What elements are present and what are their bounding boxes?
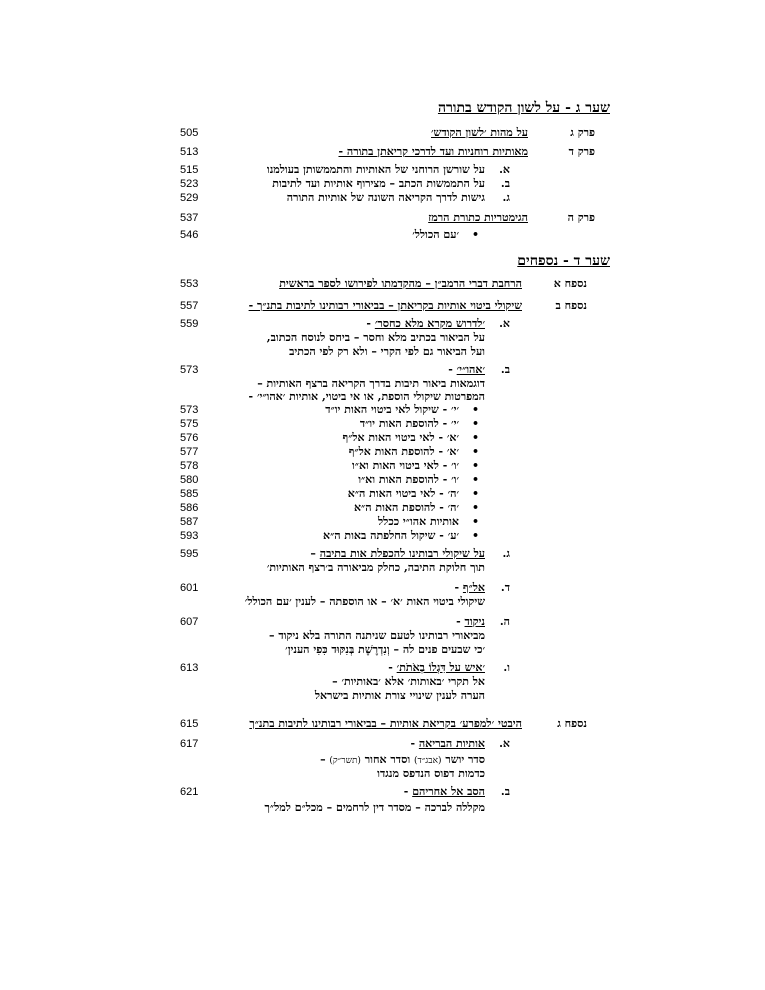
ehevi-item-page: 577 (180, 446, 199, 458)
ehevi-item-page: 575 (180, 418, 199, 430)
appendix-a-label: נספח א (553, 277, 587, 290)
ehevi-item[interactable]: • ׳ו׳ - להוספת האות וא״ו (358, 474, 459, 485)
appendix-b-title[interactable]: שיקולי ביטוי אותיות בקריאתן – בביאורי רבותינו לתיבות בתנ״ך - (248, 299, 522, 312)
appendix-b-item-c-page: 595 (180, 548, 199, 560)
ehevi-item-page: 585 (180, 488, 199, 500)
ehevi-item[interactable]: • ׳א׳ - להוספת האות אל״ף (349, 446, 459, 457)
appendix-b-label: נספח ב (555, 299, 587, 312)
appendix-b-item-d-title[interactable]: אל״ף - (454, 581, 485, 594)
ehevi-item[interactable]: • ׳ה׳ - להוספת האות ה״א (354, 502, 459, 513)
appendix-c-item-b-mark: ב. (500, 785, 510, 798)
appendix-b-item-b-desc-2: המפרטות שיקולי הוספת, או אי ביטוי, אותיות ׳אהו״י׳ - (248, 390, 485, 403)
chapter-4-item-a[interactable]: על שורשן הרוחני של האותיות והתממשותן בעולמנו (266, 163, 485, 176)
chapter-5-bullet-page: 546 (180, 229, 199, 241)
ehevi-item-page: 578 (180, 460, 199, 472)
appendix-b-item-d-page: 601 (180, 582, 199, 594)
appendix-b-item-e-desc-2: ׳כי שבעים פנים לה – וְנִדְרֶשֶׁת בְּנִקּוּד כִּפִי הענין׳ (285, 643, 485, 656)
chapter-4-label: פרק ד (568, 145, 595, 158)
chapter-4-item-a-mark: א. (499, 163, 510, 176)
chapter-4-item-c-page: 529 (180, 192, 199, 204)
appendix-b-item-a-mark: א. (499, 317, 510, 330)
appendix-b-item-a-desc-2: ועל הביאור גם לפי הקרי – ולא רק לפי הכתיב (289, 345, 485, 358)
appendix-b-item-a-page: 559 (180, 318, 199, 330)
chapter-3-page: 505 (180, 127, 199, 139)
chapter-4-title[interactable]: מאותיות רוחניות ועד לדרכי קריאתן בתורה - (338, 145, 528, 158)
gate-c-title: שער ג - על לשון הקודש בתורה (437, 100, 610, 116)
chapter-4-item-b[interactable]: על התממשות הכתב – מצירוף אותיות ועד לתיבות (272, 177, 485, 190)
gate-d-title: שער ד - נספחים (517, 253, 610, 269)
ehevi-item-page: 593 (180, 530, 199, 542)
ehevi-item[interactable]: • ׳ה׳ - לאי ביטוי האות ה״א (348, 488, 459, 499)
appendix-a-page: 553 (180, 278, 199, 290)
chapter-5-label: פרק ה (567, 211, 595, 224)
appendix-b-item-b-mark: ב. (500, 363, 510, 376)
chapter-5-title[interactable]: הגימטריות כתורת הרמז (428, 211, 528, 224)
chapter-4-page: 513 (180, 146, 199, 158)
appendix-b-page: 557 (180, 300, 199, 312)
appendix-c-item-a-title[interactable]: אותיות הבריאה - (410, 737, 485, 750)
appendix-c-item-b-desc: מקללה לברכה – מסדר דין לרחמים – מכל״ם למל״ך (264, 801, 485, 814)
ehevi-item[interactable]: • ׳י׳ - שיקול לאי ביטוי האות יו״ד (325, 404, 459, 415)
ehevi-item[interactable]: • ׳ו׳ - לאי ביטוי האות וא״ו (352, 460, 459, 471)
appendix-b-item-f-mark: ו. (503, 661, 510, 674)
appendix-c-page: 615 (180, 718, 199, 730)
appendix-c-label: נספח ג (557, 717, 587, 730)
appendix-b-item-e-desc-1: מביאורי רבותינו לטעם שניתנה התורה בלא ניקוד – (269, 629, 485, 642)
chapter-3-title[interactable]: על מהות ׳לשון הקודש׳ (431, 126, 528, 139)
chapter-4-item-a-page: 515 (180, 164, 199, 176)
appendix-b-item-a-title[interactable]: ׳לדרוש מקרא מלא כחסר׳ - (366, 317, 485, 330)
ehevi-item[interactable]: • ׳ע׳ - שיקול החלפתה באות ה״א (323, 530, 459, 541)
appendix-b-item-d-desc: שיקולי ביטוי האות ׳א׳ – או הוספתה – לענין ׳עם הכולל׳ (244, 595, 485, 608)
ehevi-item-page: 587 (180, 516, 199, 528)
ehevi-item-page: 576 (180, 432, 199, 444)
chapter-5-bullet[interactable]: • ׳עם הכולל׳ (412, 229, 459, 240)
chapter-4-item-c[interactable]: גישות לדרך הקריאה השונה של אותיות התורה (286, 191, 485, 204)
chapter-4-item-c-mark: ג. (502, 191, 510, 204)
ehevi-item-page: 573 (180, 404, 199, 416)
appendix-b-item-f-desc-1: אל תקרי ׳באותות׳ אלא ׳באותיות׳ – (332, 675, 485, 688)
chapter-3-label: פרק ג (570, 126, 595, 139)
appendix-b-item-f-title[interactable]: ׳איש על דִּגְלוֹ בְאֹתֹת׳ - (388, 661, 485, 674)
appendix-b-item-a-desc-1: על הביאור בכתיב מלא וחסר – ביחס לנוסח הכתוב, (266, 331, 485, 344)
ehevi-item-page: 586 (180, 502, 199, 514)
appendix-b-item-e-page: 607 (180, 616, 199, 628)
ehevi-item-page: 580 (180, 474, 199, 486)
chapter-4-item-b-page: 523 (180, 178, 199, 190)
appendix-c-title[interactable]: היבטי ׳למפרע׳ בקריאת אותיות – בביאורי רבותינו לתיבות בתנ״ך (249, 717, 522, 730)
appendix-c-item-a-mark: א. (499, 737, 510, 750)
ehevi-item[interactable]: • ׳י׳ - להוספת האות יו״ד (360, 418, 459, 429)
appendix-c-item-a-desc-1: סדר יושר (אבג״ד) וסדר אחור (תשר״ק) – (320, 753, 485, 766)
appendix-c-item-b-title[interactable]: הסב אל אחריהם - (403, 785, 485, 798)
appendix-c-item-b-page: 621 (180, 786, 199, 798)
ehevi-item[interactable]: • ׳א׳ - לאי ביטוי האות אל״ף (343, 432, 459, 443)
ehevi-item[interactable]: • אותיות אהו״י ככלל (378, 516, 459, 527)
appendix-b-item-f-page: 613 (180, 662, 199, 674)
appendix-a-title[interactable]: הרחבת דברי הרמב״ן – מהקדמתו לפירושו לספר בראשית (279, 277, 522, 290)
appendix-c-item-a-desc-2: כדמות דפוס הנדפס מנגדו (377, 767, 485, 780)
appendix-b-item-b-desc-1: דוגמאות ביאור תיבות בדרך הקריאה ברצף האותיות – (257, 377, 485, 390)
appendix-b-item-c-title[interactable]: על שיקולי רבותינו להכפלת אות בתיבה – (310, 547, 485, 560)
chapter-5-page: 537 (180, 212, 199, 224)
appendix-b-item-d-mark: ד. (500, 581, 510, 594)
appendix-b-item-b-page: 573 (180, 364, 199, 376)
appendix-b-item-c-desc: תוך חלוקת התיבה, כחלק מביאורה ב׳רצף האותיות׳ (266, 561, 485, 574)
appendix-b-item-e-title[interactable]: ניקוד - (456, 615, 485, 628)
appendix-b-item-e-mark: ה. (499, 615, 510, 628)
appendix-b-item-b-title[interactable]: ׳אהו״י׳ - (448, 363, 485, 376)
appendix-b-item-c-mark: ג. (502, 547, 510, 560)
chapter-4-item-b-mark: ב. (500, 177, 510, 190)
appendix-c-item-a-page: 617 (180, 738, 199, 750)
appendix-b-item-f-desc-2: הערה לענין שינויי צורת אותיות בישראל (314, 689, 485, 702)
